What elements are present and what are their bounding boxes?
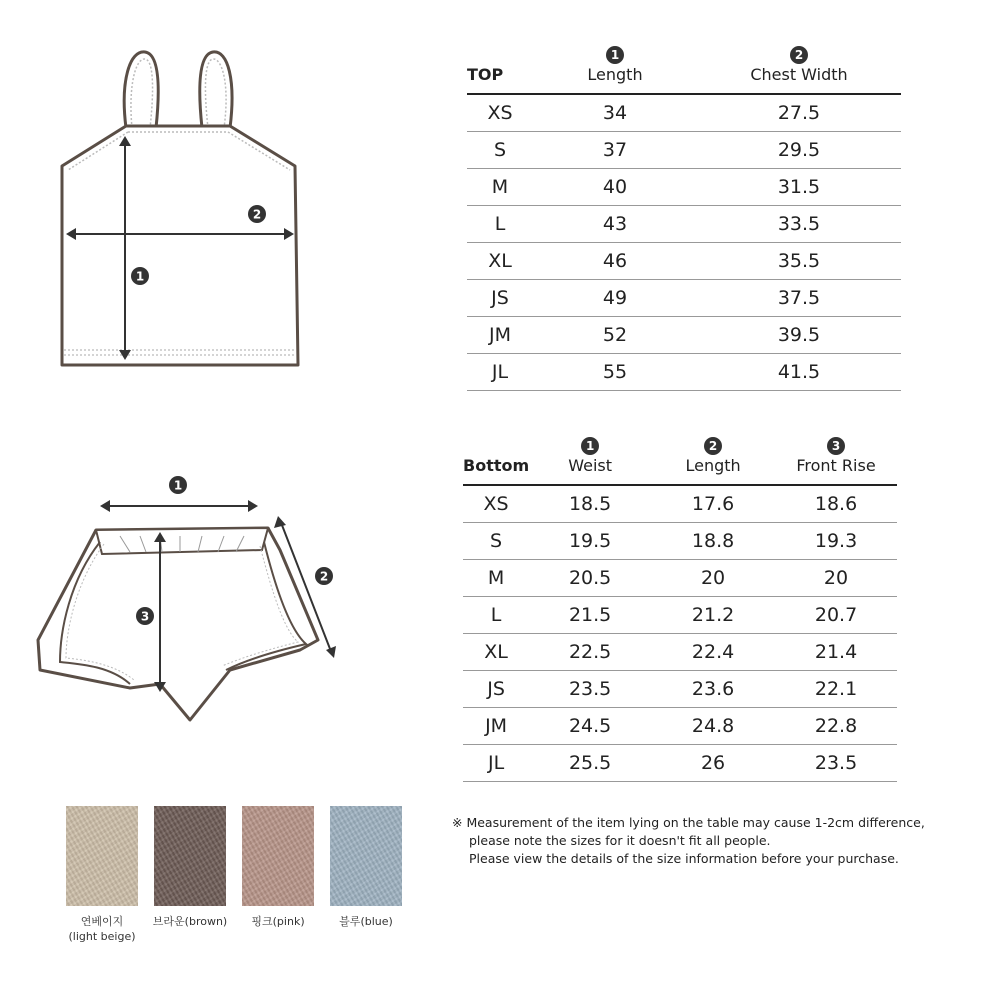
bottom-col-waist-header: 1 Weist [568, 439, 613, 475]
table-row: JS 49 37.5 [467, 280, 901, 317]
top-table-title: TOP [467, 65, 504, 84]
number-marker-icon: 1 [606, 46, 624, 64]
top-garment-illustration [40, 40, 330, 380]
measurement-note: ※ Measurement of the item lying on the table may cause 1-2cm difference, please note the sizes for it doesn't fit all people. Please view the details of the size information before your purchase. [452, 815, 925, 866]
top-col-length-header: 1 Length [587, 48, 643, 84]
top-col-chest-header: 2 Chest Width [750, 48, 848, 84]
table-row: XS 34 27.5 [467, 94, 901, 132]
table-row: L 43 33.5 [467, 206, 901, 243]
top-length-marker: 1 [135, 269, 145, 284]
table-row: JL 25.5 26 23.5 [463, 745, 897, 782]
table-header-row [463, 437, 897, 485]
bottom-length-marker: 2 [319, 569, 329, 584]
bottom-rise-marker: 3 [140, 609, 150, 624]
color-swatch-pink [242, 806, 314, 906]
number-marker-icon: 1 [581, 437, 599, 455]
table-row: XL 22.5 22.4 21.4 [463, 634, 897, 671]
bottom-waist-marker: 1 [173, 478, 183, 493]
bottom-size-table [463, 437, 897, 782]
top-size-table [467, 46, 901, 391]
table-row: S 37 29.5 [467, 132, 901, 169]
color-label-brown: 브라운(brown) [152, 915, 228, 928]
color-swatch-brown [154, 806, 226, 906]
table-row: M 40 31.5 [467, 169, 901, 206]
table-row: JS 23.5 23.6 22.1 [463, 671, 897, 708]
color-label-pink: 핑크(pink) [251, 915, 305, 928]
bottom-table-title: Bottom [463, 456, 530, 475]
number-marker-icon: 2 [704, 437, 722, 455]
table-row: XS 18.5 17.6 18.6 [463, 485, 897, 523]
color-swatch-blue [330, 806, 402, 906]
table-row: JM 52 39.5 [467, 317, 901, 354]
top-chest-marker: 2 [252, 207, 262, 222]
bottom-garment-illustration [30, 470, 350, 730]
number-marker-icon: 2 [790, 46, 808, 64]
table-row: S 19.5 18.8 19.3 [463, 523, 897, 560]
table-row: M 20.5 20 20 [463, 560, 897, 597]
number-marker-icon: 3 [827, 437, 845, 455]
table-row: XL 46 35.5 [467, 243, 901, 280]
bottom-col-rise-header: 3 Front Rise [796, 439, 876, 475]
table-row: JL 55 41.5 [467, 354, 901, 391]
color-swatch-light-beige [66, 806, 138, 906]
table-row: L 21.5 21.2 20.7 [463, 597, 897, 634]
table-header-row [467, 46, 901, 94]
color-label-light-beige: 연베이지 (light beige) [68, 915, 136, 943]
table-row: JM 24.5 24.8 22.8 [463, 708, 897, 745]
bottom-col-length-header: 2 Length [685, 439, 741, 475]
color-label-blue: 블루(blue) [339, 915, 393, 928]
